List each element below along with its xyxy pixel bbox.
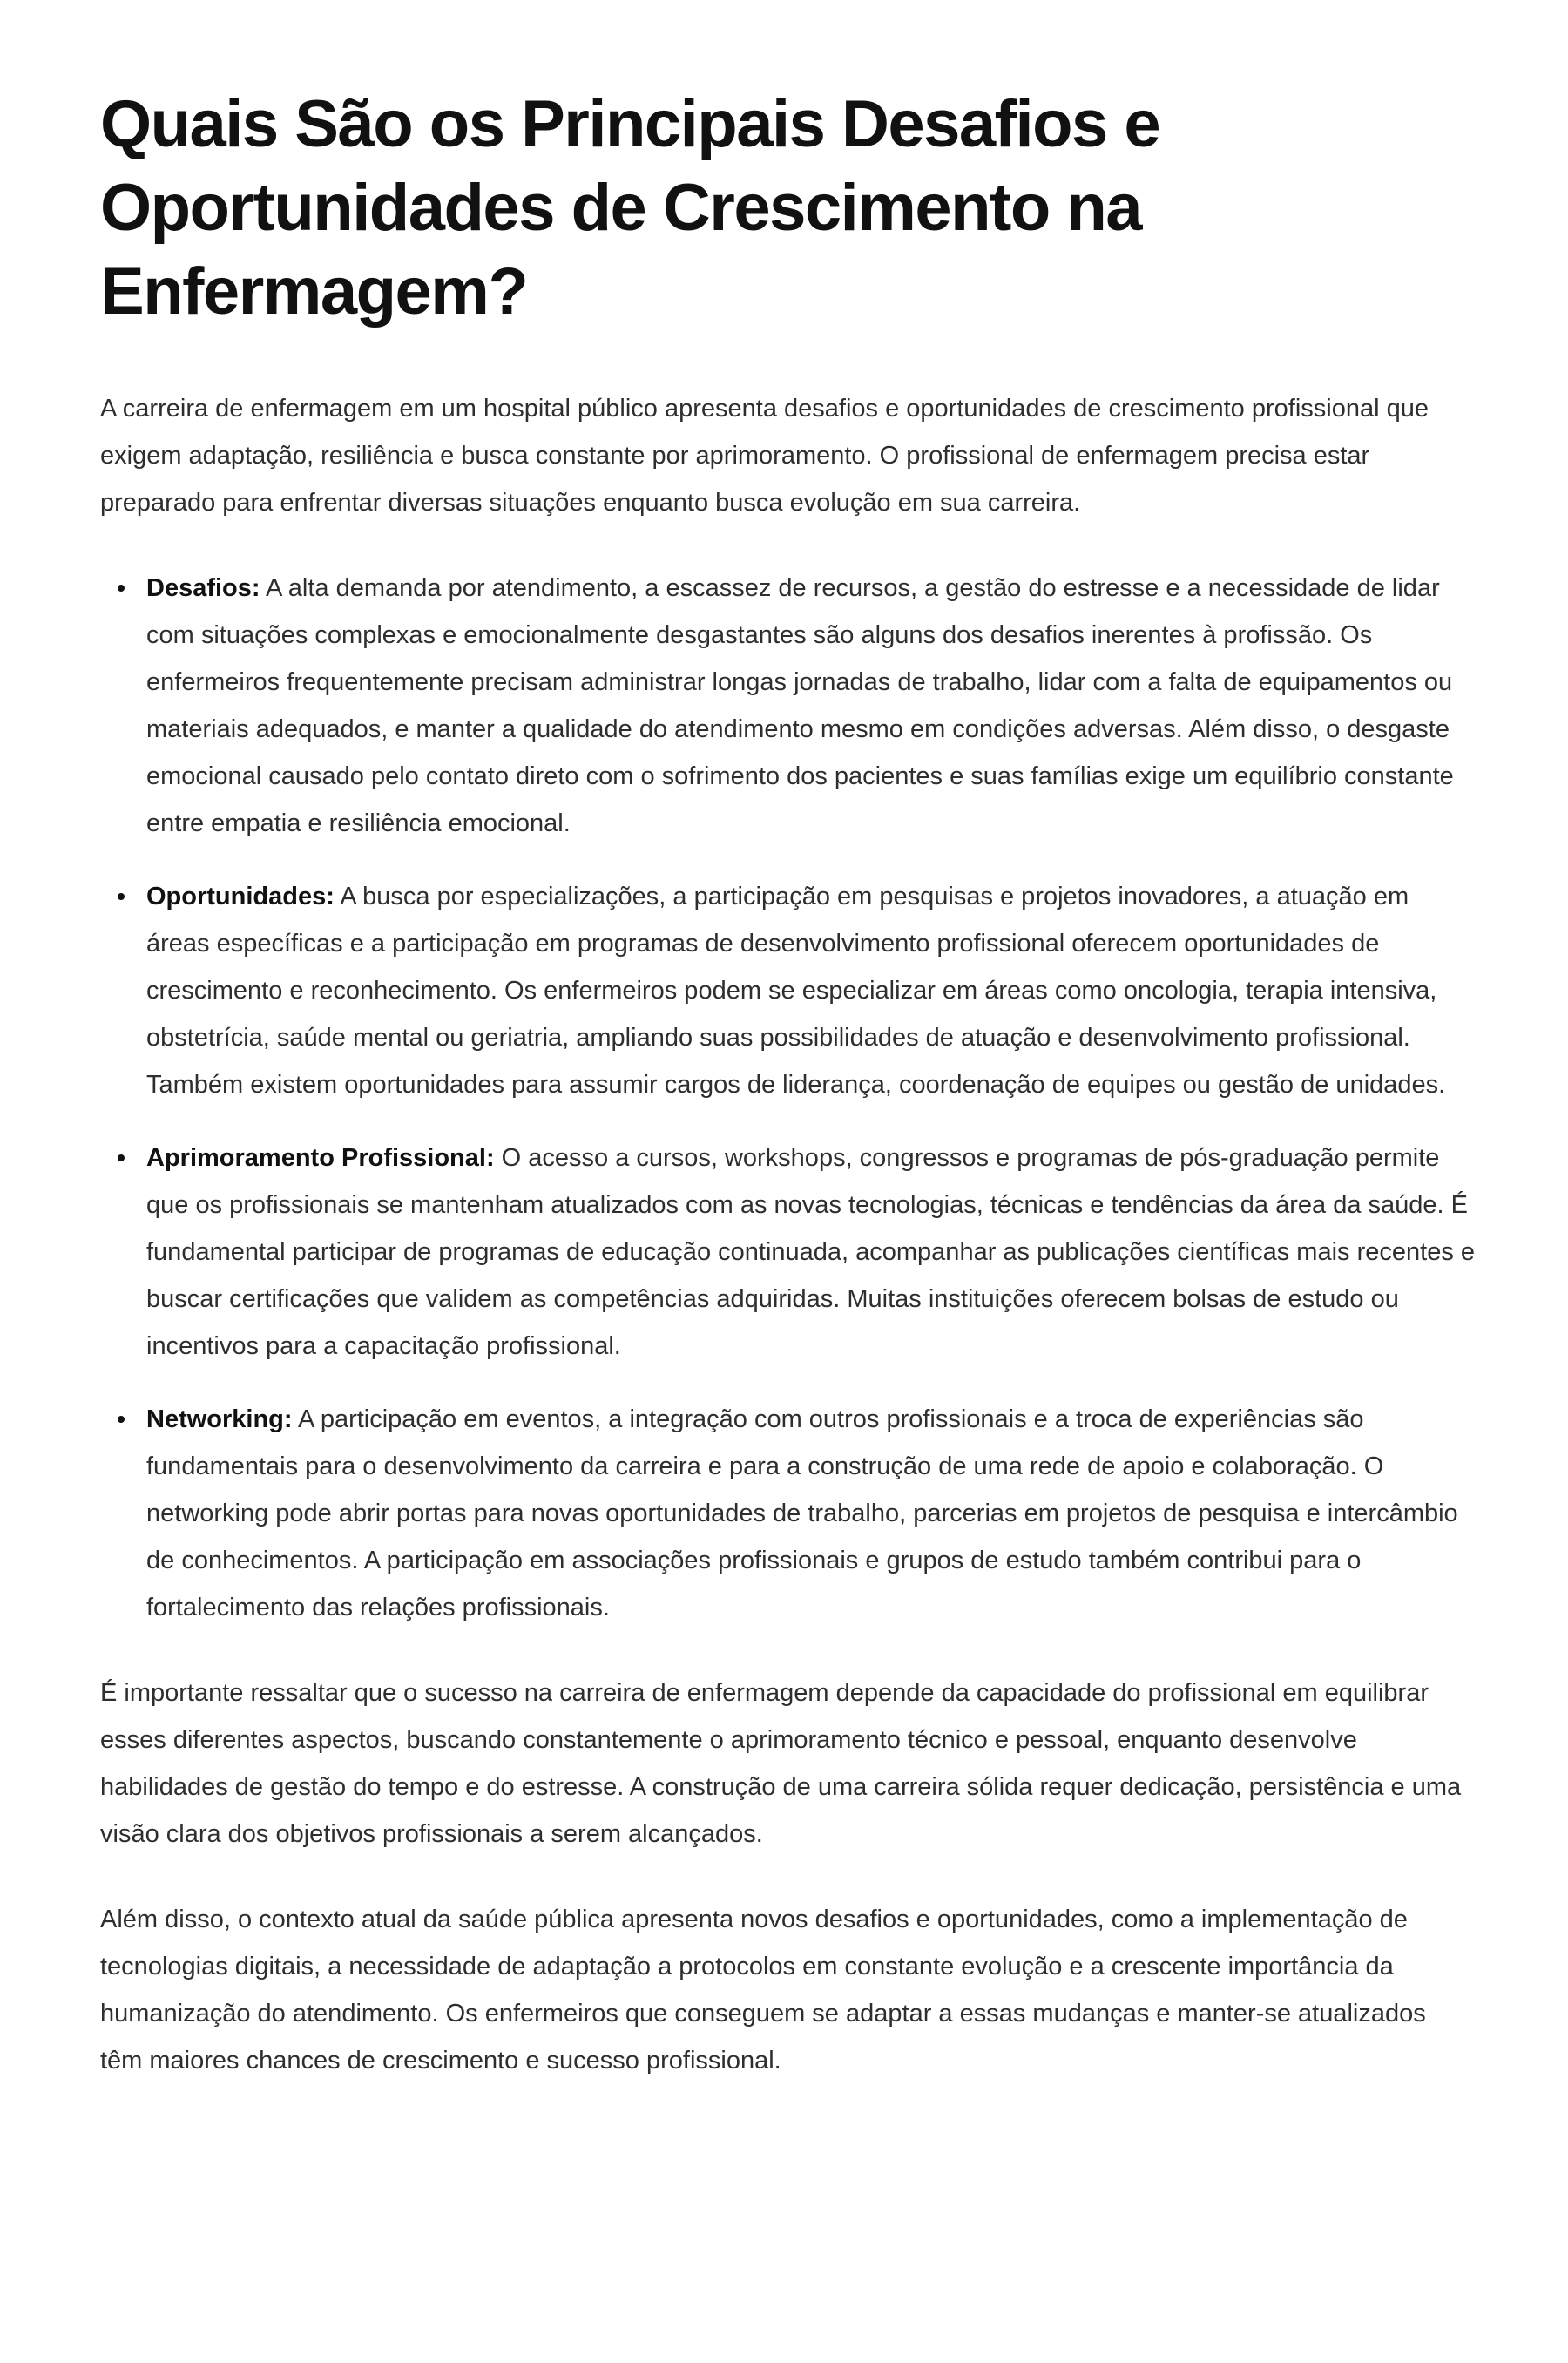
intro-paragraph: A carreira de enfermagem em um hospital público apresenta desafios e oportunidades de crescimento profissional que exigem adaptação, resiliência e busca constante por aprimoramento. O profissional de enfermagem precisa estar preparado para enfrentar diversas situações enquanto busca evolução em sua carreira. (100, 395, 1429, 518)
list-item-label: Aprimoramento Profissional: (146, 1144, 495, 1173)
closing-paragraph-2: Além disso, o contexto atual da saúde pública apresenta novos desafios e oportunidades, como a implementação de tecnologias digitais, a necessidade de adaptação a protocolos em constante evolução e a crescente importância da humanização do atendimento. Os enfermeiros que conseguem se adaptar a essas mudanças e manter-se atualizados têm maiores chances de crescimento e sucesso profissional. (100, 1906, 1426, 2075)
list-item-desafios (100, 565, 1475, 847)
list-item-label: Desafios: (146, 574, 260, 603)
list-item-text: A busca por especializações, a participação em pesquisas e projetos inovadores, a atuação em áreas específicas e a participação em programas de desenvolvimento profissional oferecem oportunidades de crescimento e reconhecimento. Os enfermeiros podem se especializar em áreas como oncologia, terapia intensiva, obstetrícia, saúde mental ou geriatria, ampliando suas possibilidades de atuação e desenvolvimento profissional. Também existem oportunidades para assumir cargos de liderança, coordenação de equipes ou gestão de unidades. (146, 883, 1446, 1100)
list-item-aprimoramento-profissional (100, 1134, 1475, 1370)
list-item-text: A participação em eventos, a integração com outros profissionais e a troca de experiências são fundamentais para o desenvolvimento da carreira e para a construção de uma rede de apoio e colaboração. O networking pode abrir portas para novas oportunidades de trabalho, parcerias em projetos de pesquisa e intercâmbio de conhecimentos. A participação em associações profissionais e grupos de estudo também contribui para o fortalecimento das relações profissionais. (146, 1405, 1458, 1622)
list-item-networking (100, 1396, 1475, 1631)
topic-list (100, 565, 1475, 1631)
bullet-icon (118, 1154, 125, 1161)
list-item-oportunidades (100, 873, 1475, 1108)
closing-paragraph-1: É importante ressaltar que o sucesso na carreira de enfermagem depende da capacidade do profissional em equilibrar esses diferentes aspectos, buscando constantemente o aprimoramento técnico e pessoal, enquanto desenvolve habilidades de gestão do tempo e do estresse. A construção de uma carreira sólida requer dedicação, persistência e uma visão clara dos objetivos profissionais a serem alcançados. (100, 1679, 1462, 1849)
bullet-icon (118, 893, 125, 900)
list-item-text: O acesso a cursos, workshops, congressos e programas de pós-graduação permite que os profissionais se mantenham atualizados com as novas tecnologias, técnicas e tendências da área da saúde. É fundamental participar de programas de educação continuada, acompanhar as publicações científicas mais recentes e buscar certificações que validem as competências adquiridas. Muitas instituições oferecem bolsas de estudo ou incentivos para a capacitação profissional. (146, 1144, 1476, 1361)
page-title: Quais São os Principais Desafios e Oportunidades de Crescimento na Enfermagem? (100, 87, 1160, 328)
list-item-label: Networking: (146, 1405, 293, 1434)
article (100, 83, 1475, 2084)
list-item-label: Oportunidades: (146, 883, 335, 911)
bullet-icon (118, 585, 125, 592)
list-item-text: A alta demanda por atendimento, a escassez de recursos, a gestão do estresse e a necessidade de lidar com situações complexas e emocionalmente desgastantes são alguns dos desafios inerentes à profissão. Os enfermeiros frequentemente precisam administrar longas jornadas de trabalho, lidar com a falta de equipamentos ou materiais adequados, e manter a qualidade do atendimento mesmo em condições adversas. Além disso, o desgaste emocional causado pelo contato direto com o sofrimento dos pacientes e suas famílias exige um equilíbrio constante entre empatia e resiliência emocional. (146, 574, 1454, 838)
bullet-icon (118, 1416, 125, 1423)
